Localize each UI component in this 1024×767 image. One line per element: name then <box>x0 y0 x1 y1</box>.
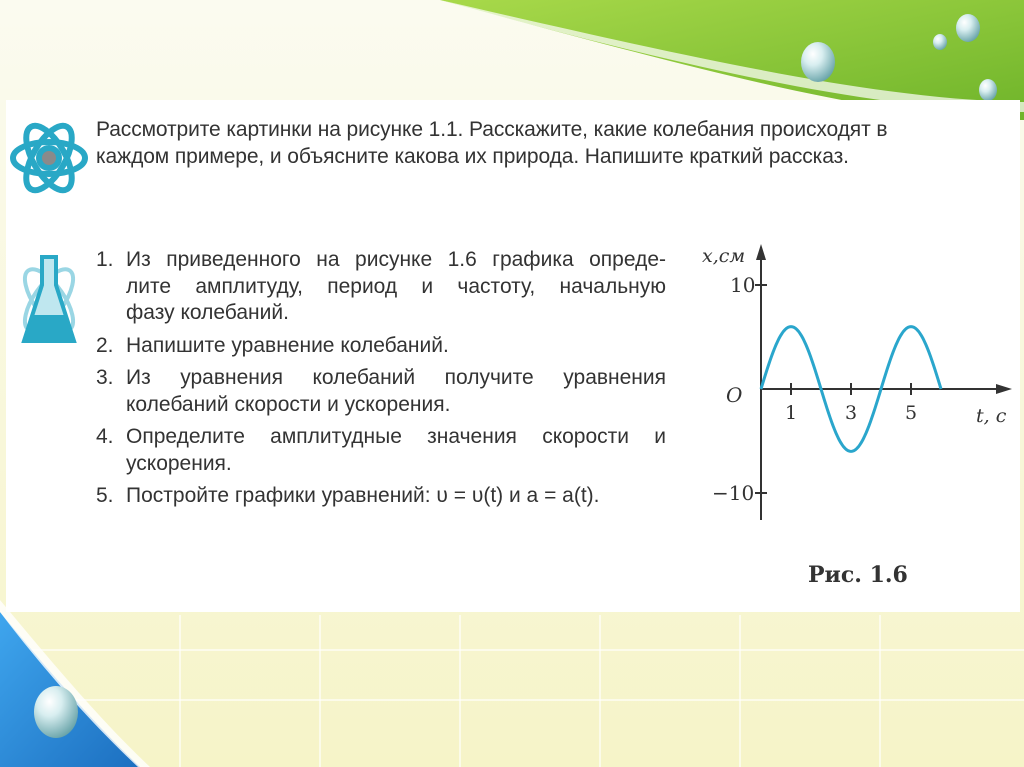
x-tick-label: 1 <box>785 402 798 424</box>
task-item <box>96 365 666 418</box>
x-axis-label: t, с <box>976 405 1007 427</box>
task-item <box>96 424 666 477</box>
task-line: лите амплитуду, период и частоту, начальную <box>126 274 666 298</box>
intro-line: Рассмотрите картинки на рисунке 1.1. Расскажите, какие колебания происходят в <box>96 118 888 141</box>
y-tick-label: 10 <box>730 273 756 297</box>
oscillation-chart <box>690 238 1020 538</box>
task-line: Из приведенного на рисунке 1.6 графика опреде- <box>126 248 666 271</box>
task-line: ускорения. <box>126 451 232 475</box>
y-tick-label: −10 <box>712 481 755 505</box>
water-drop-icon <box>956 14 980 42</box>
y-axis-label: x,см <box>702 245 746 267</box>
water-drop-icon <box>34 686 78 738</box>
task-line: Постройте графики уравнений: υ = υ(t) и a = a(t). <box>126 484 600 507</box>
task-item <box>96 333 666 360</box>
task-number: 4. <box>96 425 114 448</box>
task-line: Определите амплитудные значения скорости и <box>126 425 666 448</box>
task-number: 1. <box>96 248 114 271</box>
task-line: Напишите уравнение колебаний. <box>126 333 449 357</box>
x-tick-label: 5 <box>905 402 918 424</box>
task-line: колебаний скорости и ускорения. <box>126 392 451 416</box>
water-drop-icon <box>979 79 997 101</box>
water-drop-icon <box>801 42 835 82</box>
intro-line: каждом примере, и объясните какова их природа. Напишите краткий рассказ. <box>96 145 849 168</box>
task-line: Из уравнения колебаний получите уравнения <box>126 366 666 389</box>
flask-atom-icon <box>8 245 90 355</box>
figure-caption: Рис. 1.6 <box>808 562 908 588</box>
atom-icon <box>8 102 90 214</box>
origin-label: O <box>726 383 743 407</box>
intro-paragraph <box>96 116 1016 170</box>
task-item <box>96 483 666 510</box>
task-number: 2. <box>96 333 114 357</box>
y-axis-arrow <box>756 244 766 260</box>
task-list <box>96 247 666 516</box>
task-number: 3. <box>96 366 114 389</box>
x-tick-label: 3 <box>845 402 858 424</box>
x-axis-arrow <box>996 384 1012 394</box>
task-line: фазу колебаний. <box>126 301 289 324</box>
task-item <box>96 247 666 327</box>
task-number: 5. <box>96 484 114 507</box>
water-drop-icon <box>933 34 947 50</box>
